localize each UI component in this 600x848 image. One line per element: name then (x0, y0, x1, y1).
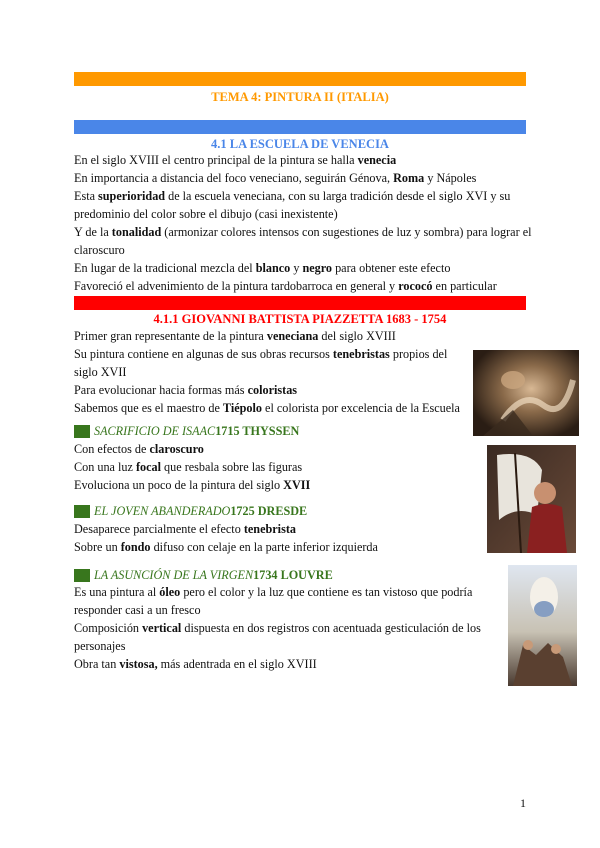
section-bar (74, 120, 526, 134)
work-body (74, 440, 474, 494)
work-info: 1725 DRESDE (230, 504, 308, 518)
work-info: 1715 THYSSEN (215, 424, 300, 438)
asuncion-painting-image (508, 565, 577, 686)
work-heading (74, 566, 333, 584)
text-line: Primer gran representante de la pintura veneciana del siglo XVIII (74, 329, 396, 343)
text-line: Con una luz focal que resbala sobre las figuras (74, 460, 303, 474)
abanderado-painting-image (487, 445, 576, 553)
section-title: 4.1 LA ESCUELA DE VENECIA (211, 137, 389, 151)
text-line: Sabemos que es el maestro de Tiépolo el colorista por excelencia de la Escuela (74, 401, 460, 415)
tema-bar (74, 72, 526, 86)
text-line: Evoluciona un poco de la pintura del siglo XVII (74, 478, 311, 492)
work-body (74, 520, 474, 556)
work-title: SACRIFICIO DE ISAAC (94, 424, 216, 438)
green-square-icon (74, 425, 90, 438)
text-line: siglo XVII (74, 365, 127, 379)
text-line: Desaparece parcialmente el efecto tenebrista (74, 522, 296, 536)
text-line: responder casi a un fresco (74, 603, 201, 617)
work-heading (74, 502, 307, 520)
text-line: En importancia a distancia del foco veneciano, seguirán Génova, Roma y Nápoles (74, 171, 477, 185)
text-line: Con efectos de claroscuro (74, 442, 204, 456)
text-line: claroscuro (74, 243, 125, 257)
subsection-body (74, 327, 474, 417)
work-info: 1734 LOUVRE (253, 568, 333, 582)
tema-title: TEMA 4: PINTURA II (ITALIA) (211, 90, 389, 104)
page-number: 1 (520, 796, 526, 810)
subsection-bar (74, 296, 526, 310)
work-heading (74, 422, 299, 440)
text-line: Sobre un fondo difuso con celaje en la parte inferior izquierda (74, 540, 378, 554)
text-line: En el siglo XVIII el centro principal de la pintura se halla venecia (74, 153, 397, 167)
work-title: LA ASUNCIÓN DE LA VIRGEN (94, 568, 254, 582)
text-line: Es una pintura al óleo pero el color y la luz que contiene es tan vistoso que podría (74, 585, 473, 599)
text-line: En lugar de la tradicional mezcla del blanco y negro para obtener este efecto (74, 261, 451, 275)
text-line: Su pintura contiene en algunas de sus obras recursos tenebristas propios del (74, 347, 448, 361)
text-line: personajes (74, 639, 126, 653)
green-square-icon (74, 569, 90, 582)
section-body (74, 151, 534, 295)
green-square-icon (74, 505, 90, 518)
sacrificio-painting-image (473, 350, 579, 436)
text-line: Obra tan vistosa, más adentrada en el siglo XVIII (74, 657, 317, 671)
text-line: Y de la tonalidad (armonizar colores intensos con sugestiones de luz y sombra) para lograr el (74, 225, 532, 239)
work-body (74, 583, 494, 673)
text-line: Favoreció el advenimiento de la pintura tardobarroca en general y rococó en particular (74, 279, 497, 293)
text-line: Esta superioridad de la escuela veneciana, con su larga tradición desde el siglo XVI y su (74, 189, 511, 203)
text-line: Para evolucionar hacia formas más coloristas (74, 383, 298, 397)
work-title: EL JOVEN ABANDERADO (94, 504, 231, 518)
text-line: predominio del color sobre el dibujo (casi inexistente) (74, 207, 338, 221)
subsection-title: 4.1.1 GIOVANNI BATTISTA PIAZZETTA 1683 - 1754 (153, 312, 447, 326)
text-line: Composición vertical dispuesta en dos registros con acentuada gesticulación de los (74, 621, 481, 635)
